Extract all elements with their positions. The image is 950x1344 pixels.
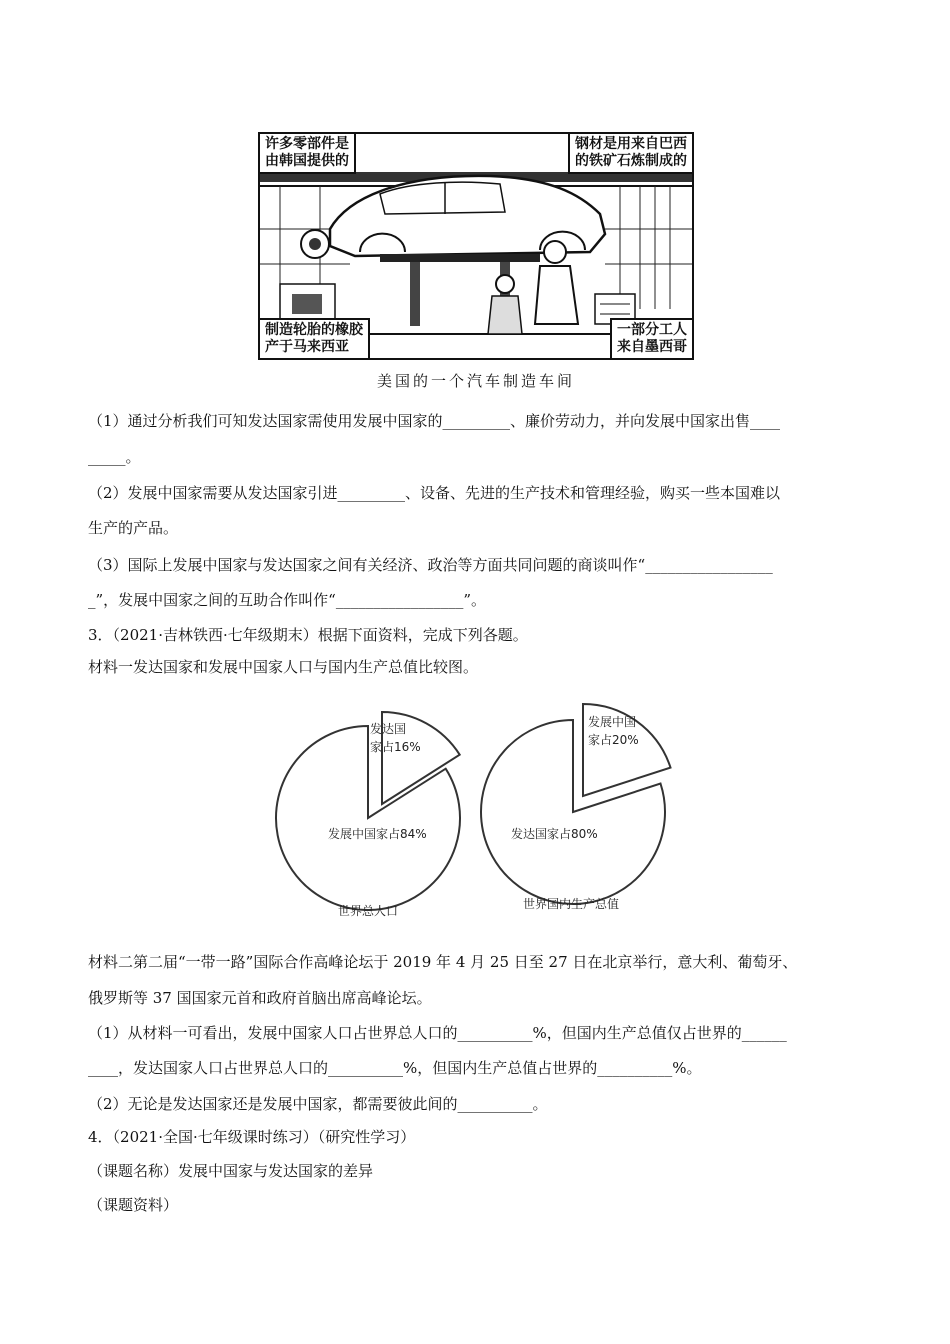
q2-sub1-line2: _____。 [88,448,141,466]
q3-sub1-line1: （1）从材料一可看出，发展中国家人口占世界总人口的__________%，但国内生产总值仅占世界的______ [88,1024,787,1042]
pie-charts [268,700,688,925]
q3-material2-line2: 俄罗斯等 37 国国家元首和政府首脑出席高峰论坛。 [88,989,432,1007]
car-workshop-figure [258,132,694,360]
label-brazil-steel: 钢材是用来自巴西 的铁矿石炼制成的 [568,132,694,174]
q3-sub2: （2）无论是发达国家还是发展中国家，都需要彼此间的__________。 [88,1095,548,1113]
pie-small-label-line2: 家占16% [370,740,421,754]
gdp-pie-chart [481,704,670,911]
pie-small-label-line2: 家占20% [588,733,639,747]
q4-material: （课题资料） [88,1196,179,1214]
q2-sub1-line1: （1）通过分析我们可知发达国家需使用发展中国家的_________、廉价劳动力，并向发展中国家出售____ [88,412,781,430]
pie-title: 世界总人口 [338,904,399,918]
pie-small-label-line1: 发达国 [370,722,407,736]
label-malaysia-rubber: 制造轮胎的橡胶 产于马来西亚 [258,318,370,360]
pie-small-label-line1: 发展中国 [588,715,637,729]
population-pie-chart [276,712,460,918]
figure-caption: 美国的一个汽车制造车间 [376,372,575,390]
pie-large-label: 发展中国家占84% [328,827,427,841]
q4-topic: （课题名称）发展中国家与发达国家的差异 [88,1162,374,1180]
pie-large-label: 发达国家占80% [511,827,598,841]
q4-header: 4．（2021·全国·七年级课时练习）（研究性学习） [88,1128,416,1146]
q2-sub3-line1: （3）国际上发展中国家与发达国家之间有关经济、政治等方面共同问题的商谈叫作“_________________ [88,556,773,574]
q2-sub2-line2: 生产的产品。 [88,519,179,537]
q3-sub1-line2: ____，发达国家人口占世界总人口的__________%，但国内生产总值占世界的__________%。 [88,1059,702,1077]
q3-material1: 材料一发达国家和发展中国家人口与国内生产总值比较图。 [88,658,479,676]
pie-title: 世界国内生产总值 [523,897,620,911]
q3-header: 3．（2021·吉林铁西·七年级期末）根据下面资料，完成下列各题。 [88,626,528,644]
label-korea-parts: 许多零部件是 由韩国提供的 [258,132,356,174]
q2-sub3-line2: _”，发展中国家之间的互助合作叫作“_________________”。 [88,591,487,609]
q2-sub2-line1: （2）发展中国家需要从发达国家引进_________、设备、先进的生产技术和管理经验，购买一些本国难以 [88,484,781,502]
label-mexico-workers: 一部分工人 来自墨西哥 [610,318,694,360]
q3-material2-line1: 材料二第二届“一带一路”国际合作高峰论坛于 2019 年 4 月 25 日至 27 日在北京举行，意大利、葡萄牙、 [88,953,798,971]
